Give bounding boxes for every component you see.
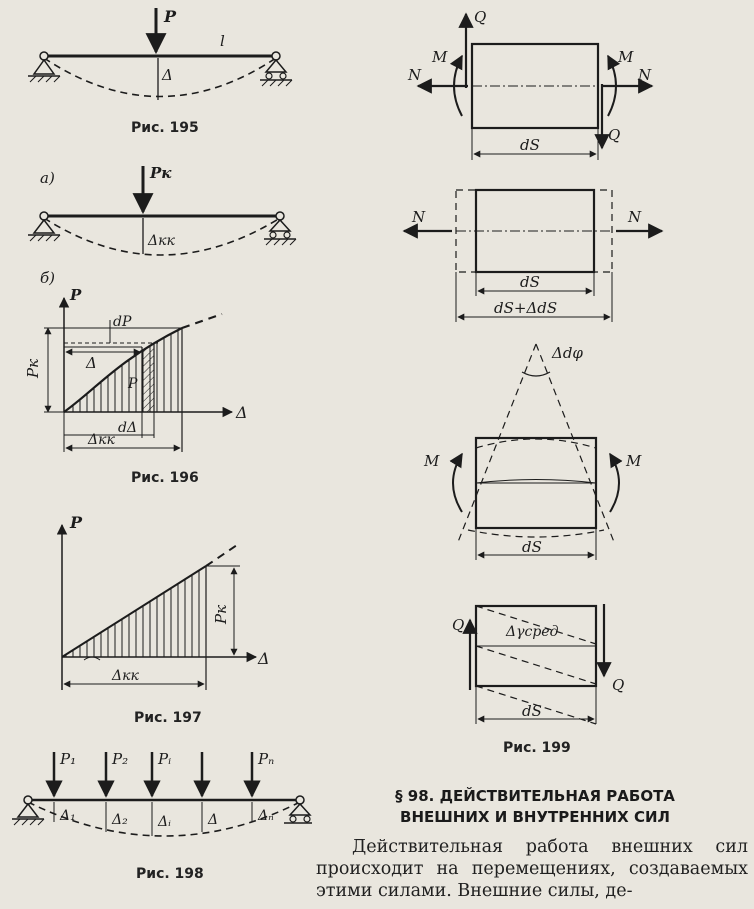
pk-vertical-label: Pк	[24, 358, 42, 378]
neutral-axis-bent	[476, 480, 596, 484]
p-label: P	[128, 376, 138, 392]
pk-label: Pк	[212, 604, 230, 624]
q-right-label: Q	[612, 676, 625, 694]
force-label: Pк	[150, 164, 172, 182]
n-left-label: N	[408, 66, 422, 84]
m-right-label: M	[626, 452, 642, 470]
caption-fig-195: Рис. 195	[131, 120, 199, 136]
gamma-label: Δγсред	[506, 624, 559, 640]
span-label: l	[220, 32, 225, 50]
load-line-extension	[206, 543, 240, 566]
axis-delta-label: Δ	[236, 403, 248, 422]
m-arrow-right	[610, 454, 619, 512]
figure-198	[12, 750, 312, 836]
axis-p-label: P	[70, 513, 83, 532]
figure-199-element-shear	[452, 604, 624, 724]
pn-label: Pₙ	[258, 750, 275, 768]
caption-fig-199: Рис. 199	[503, 740, 571, 756]
d-delta-label: dΔ	[118, 420, 138, 436]
d-phi-label: Δdφ	[552, 344, 583, 362]
bent-bottom	[468, 530, 604, 537]
ds-label: dS	[520, 136, 540, 154]
figure-196b	[24, 269, 248, 452]
section-heading-line-1: § 98. ДЕЙСТВИТЕЛЬНАЯ РАБОТА	[395, 787, 675, 805]
m-right-label: M	[618, 48, 634, 66]
ds-label: dS	[522, 702, 542, 720]
m-arrow-left	[453, 454, 462, 512]
d-label: Δ	[208, 812, 219, 828]
axis-delta-label: Δ	[258, 649, 270, 668]
q-top-label: Q	[474, 8, 487, 26]
n-left-label: N	[412, 208, 426, 226]
dsplus-label: dS+ΔdS	[494, 299, 558, 317]
ds-label: dS	[522, 538, 542, 556]
panel-b-label: б)	[40, 269, 56, 287]
angle-arc	[522, 372, 550, 376]
dp-label: dP	[113, 314, 132, 330]
section-heading	[318, 786, 752, 828]
delta-kk-label: Δкк	[112, 668, 139, 684]
deflection-label: Δкк	[148, 233, 175, 249]
q-bottom-label: Q	[608, 126, 621, 144]
m-left-label: M	[432, 48, 448, 66]
caption-fig-196: Рис. 196	[131, 470, 199, 486]
di-label: Δᵢ	[158, 814, 171, 830]
delta-kk-label: Δкк	[88, 432, 115, 448]
figure-199-element-bending	[423, 344, 642, 560]
deflection-label: Δ	[162, 66, 173, 84]
n-right-label: N	[628, 208, 642, 226]
n-right-label: N	[638, 66, 652, 84]
bent-top	[476, 439, 596, 448]
load-curve-extension	[182, 314, 222, 328]
strip-hatch	[142, 347, 154, 412]
section-paragraph: Действительная работа внешних сил происходит на перемещениях, создаваемых этими силами. Внешние силы, де-	[316, 837, 748, 901]
axis-p-label: P	[70, 286, 82, 304]
delta-label: Δ	[86, 354, 97, 372]
force-label: P	[164, 7, 177, 26]
dn-label: Δₙ	[258, 808, 274, 824]
d1-label: Δ₁	[60, 808, 76, 824]
m-left-label: M	[424, 452, 440, 470]
caption-fig-198: Рис. 198	[136, 866, 204, 882]
figure-199-element-forces	[407, 8, 652, 160]
caption-fig-197: Рис. 197	[134, 710, 202, 726]
pi-label: Pᵢ	[158, 750, 172, 768]
section-heading-line-2: ВНЕШНИХ И ВНУТРЕННИХ СИЛ	[400, 808, 670, 826]
p2-label: P₂	[112, 750, 129, 768]
ds-label: dS	[520, 273, 540, 291]
figure-199-element-extension	[404, 190, 662, 322]
figure-196a	[28, 164, 296, 255]
d2-label: Δ₂	[112, 812, 128, 828]
deflection-curve	[44, 58, 276, 97]
figure-195	[28, 7, 292, 100]
figure-197	[62, 513, 270, 690]
p1-label: P₁	[60, 750, 77, 768]
panel-a-label: а)	[40, 169, 55, 187]
q-left-label: Q	[452, 616, 465, 634]
